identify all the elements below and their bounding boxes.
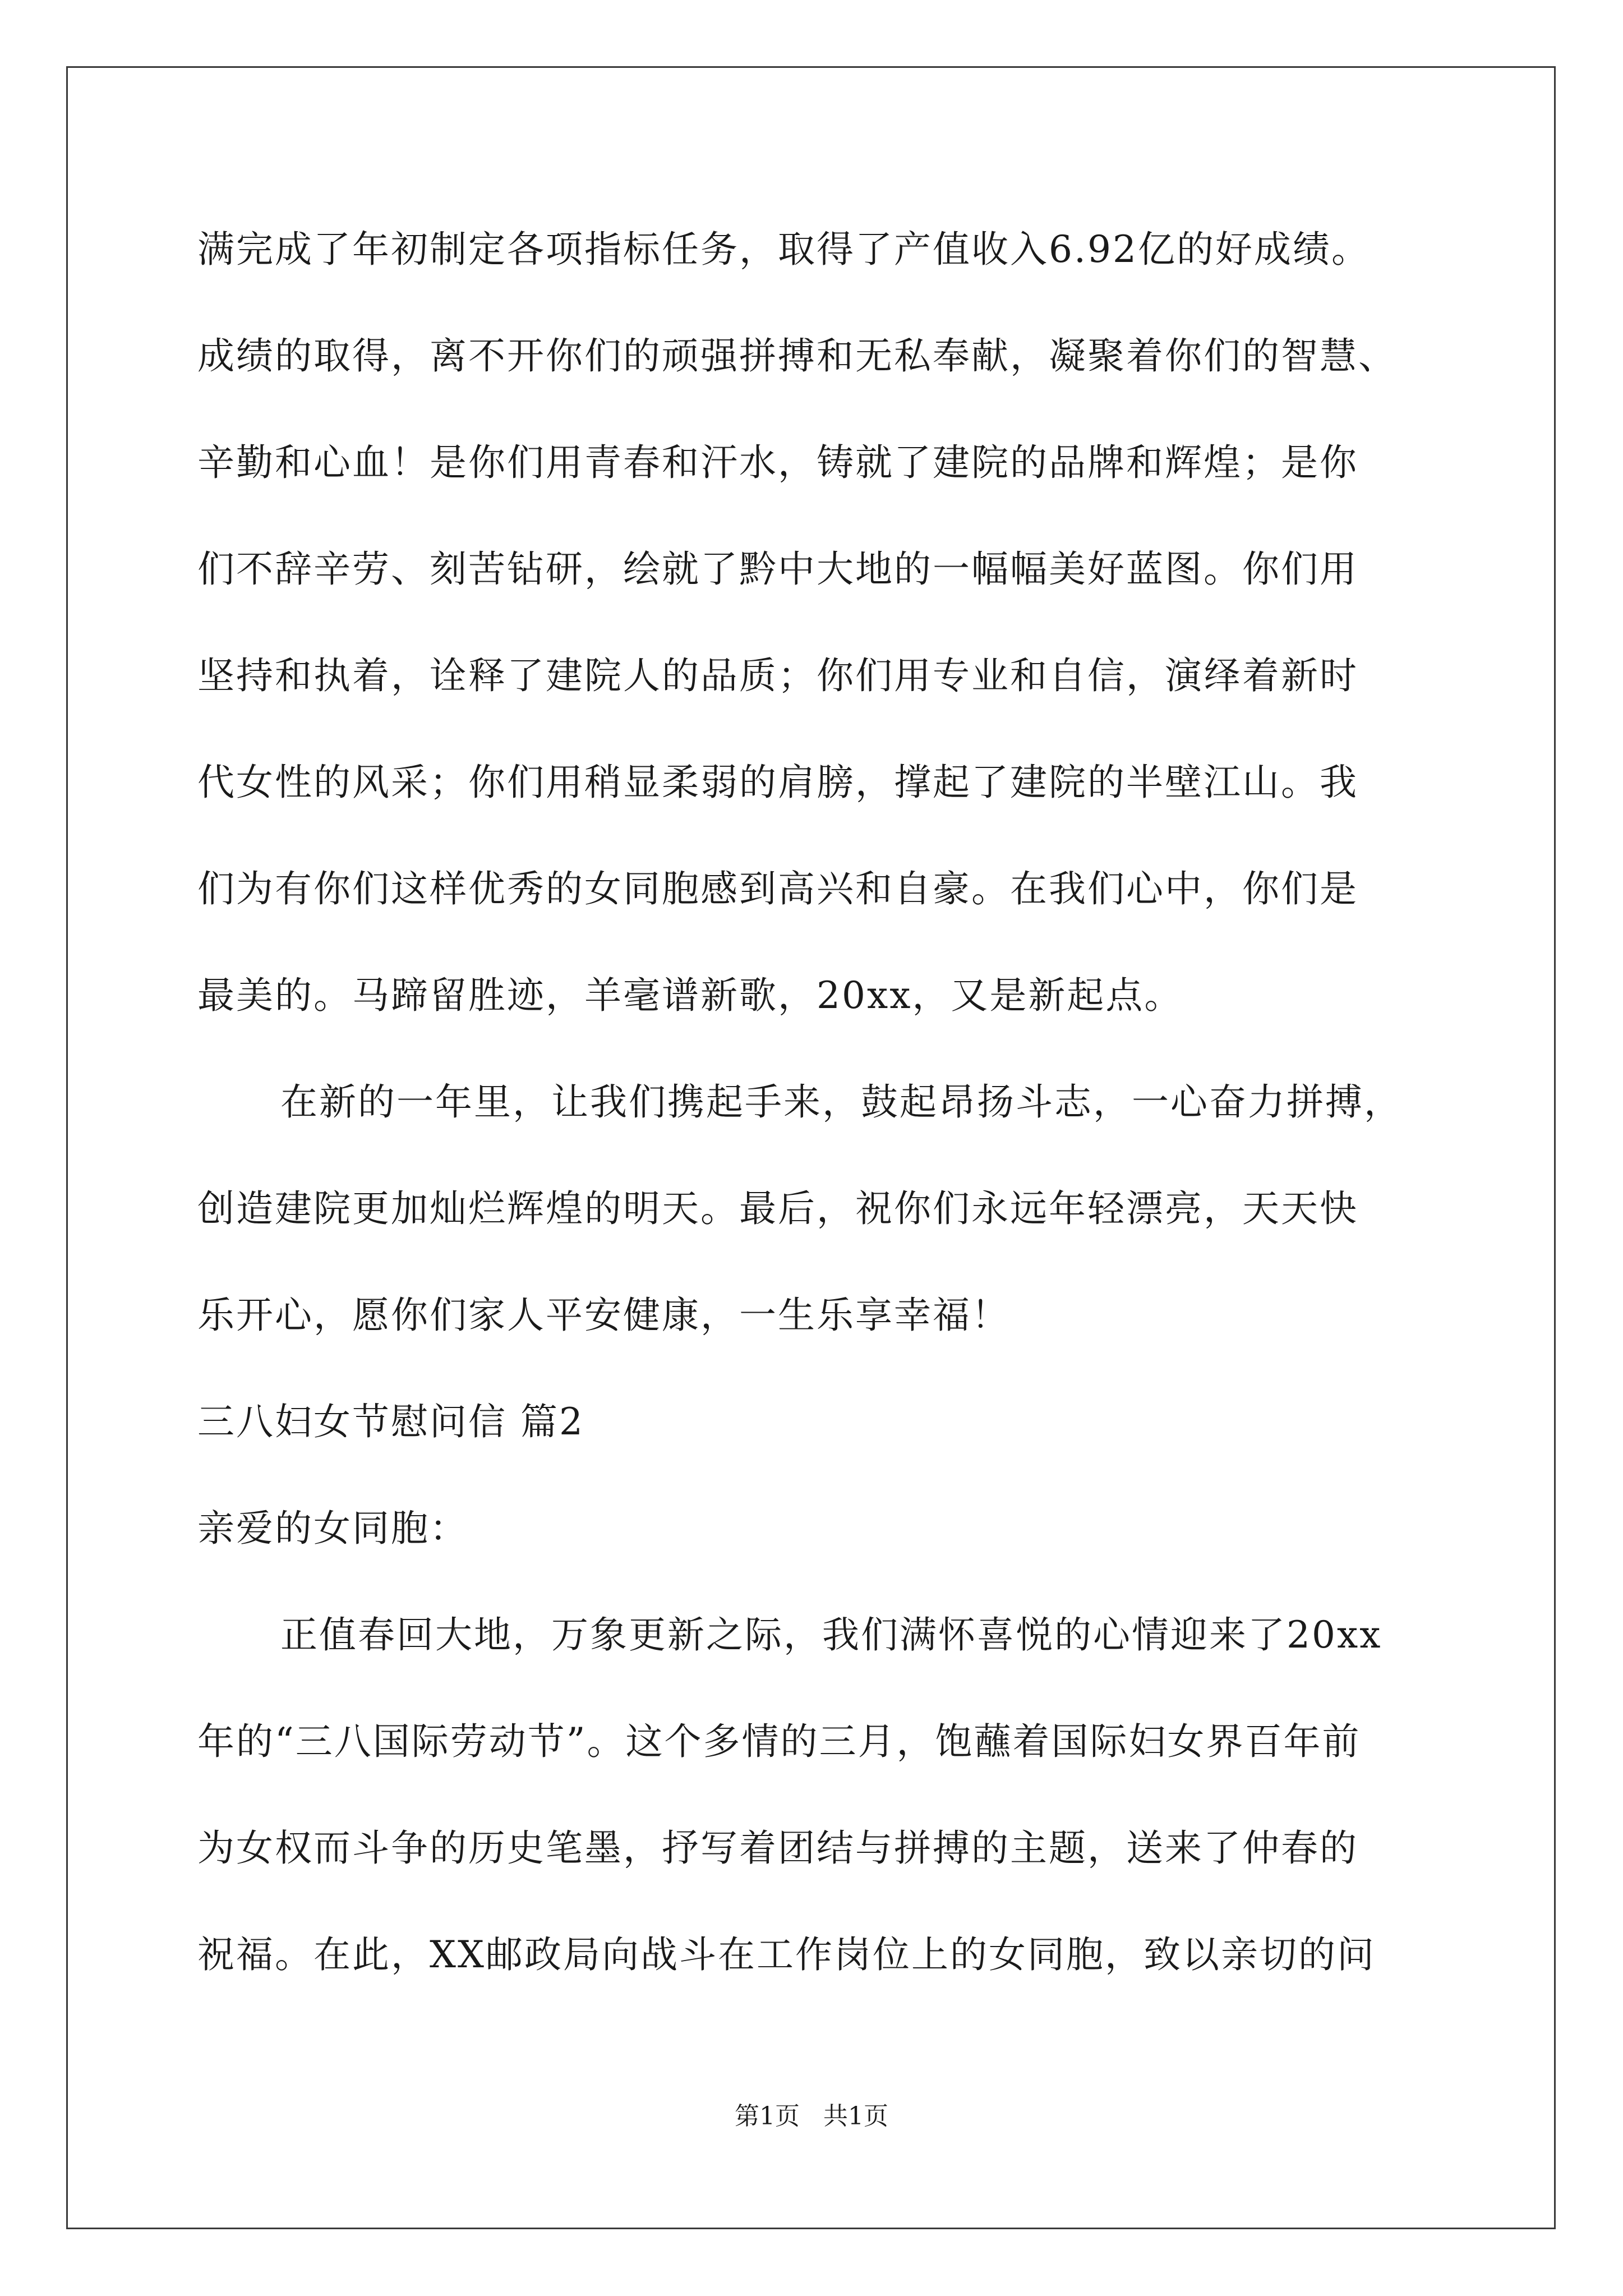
body-text-line: 年的“三八国际劳动节”。这个多情的三月，饱蘸着国际妇女界百年前 [197, 1720, 1361, 1763]
salutation: 亲爱的女同胞： [197, 1507, 468, 1550]
page-footer: 第1页 共1页 [735, 2102, 888, 2131]
body-text-line: 为女权而斗争的历史笔墨，抒写着团结与拼搏的主题，送来了仲春的 [197, 1826, 1358, 1870]
body-text-line: 成绩的取得，离不开你们的顽强拼搏和无私奉献，凝聚着你们的智慧、 [197, 334, 1397, 378]
body-text-line: 最美的。马蹄留胜迹，羊毫谱新歌，20xx，又是新起点。 [197, 974, 1183, 1017]
paragraph-start-line: 正值春回大地，万象更新之际，我们满怀喜悦的心情迎来了20xx [280, 1613, 1382, 1657]
body-text-line: 坚持和执着，诠释了建院人的品质；你们用专业和自信，演绎着新时 [197, 654, 1358, 697]
page-border [66, 66, 1556, 2229]
body-text-line: 辛勤和心血！是你们用青春和汗水，铸就了建院的品牌和辉煌；是你 [197, 441, 1358, 484]
body-text-line: 满完成了年初制定各项指标任务，取得了产值收入6.92亿的好成绩。 [197, 228, 1370, 271]
paragraph-start-line: 在新的一年里，让我们携起手来，鼓起昂扬斗志，一心奋力拼搏， [280, 1080, 1403, 1124]
body-text-line: 代女性的风采；你们用稍显柔弱的肩膀，撑起了建院的半壁江山。我 [197, 761, 1358, 804]
body-text-line: 们为有你们这样优秀的女同胞感到高兴和自豪。在我们心中，你们是 [197, 867, 1358, 910]
body-text-line: 创造建院更加灿烂辉煌的明天。最后，祝你们永远年轻漂亮，天天快 [197, 1187, 1358, 1230]
body-text-line: 们不辞辛劳、刻苦钻研，绘就了黔中大地的一幅幅美好蓝图。你们用 [197, 547, 1358, 591]
body-text-line: 祝福。在此，XX邮政局向战斗在工作岗位上的女同胞，致以亲切的问 [197, 1933, 1376, 1976]
section-heading: 三八妇女节慰问信 篇2 [197, 1400, 584, 1443]
body-text-line: 乐开心，愿你们家人平安健康，一生乐享幸福！ [197, 1294, 1010, 1337]
